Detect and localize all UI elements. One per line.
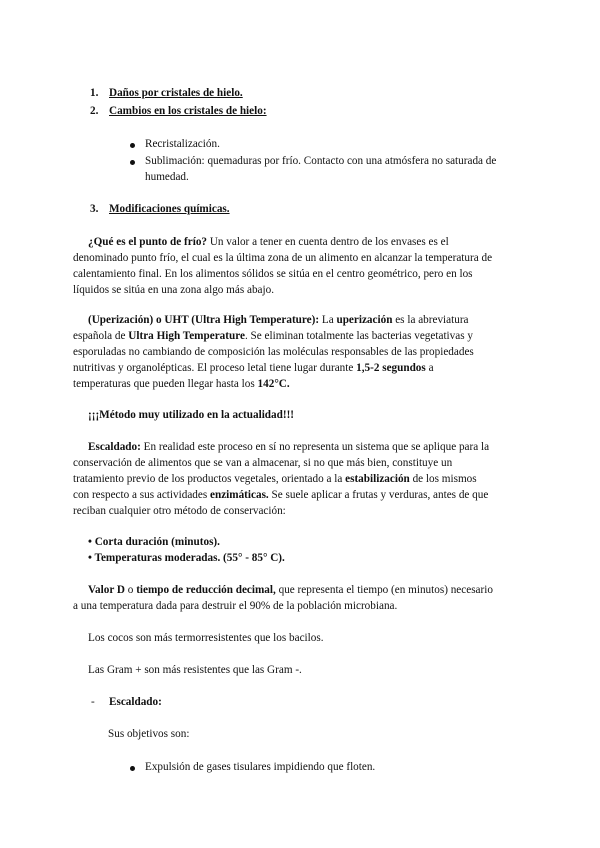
list-item-continued: humedad. — [145, 171, 189, 183]
paragraph-line: (Uperización) o UHT (Ultra High Temperature): La uperización es la abreviatura — [88, 314, 469, 326]
list-number: 2. — [90, 105, 99, 117]
bullet-icon — [130, 766, 135, 771]
paragraph-line: Sus objetivos son: — [108, 728, 190, 740]
list-item: Sublimación: quemaduras por frío. Contacto con una atmósfera no saturada de — [145, 155, 497, 167]
paragraph-line: líquidos se sitúa en una zona algo más abajo. — [73, 284, 275, 296]
paragraph-line: con respecto a sus actividades enzimáticas. Se suele aplicar a frutas y verduras, antes de que — [73, 489, 489, 501]
paragraph-line: tratamiento previo de los productos vegetales, orientado a la estabilización de los mismos — [73, 473, 477, 485]
paragraph-line: esporuladas no cambiando de composición las moléculas responsables de las propiedades — [73, 346, 474, 358]
paragraph-line: conservación de alimentos que se van a almacenar, si no que más bien, constituye un — [73, 457, 453, 469]
paragraph-line: Escaldado: En realidad este proceso en sí no representa un sistema que se aplique para la — [88, 441, 490, 453]
highlight-note: ¡¡¡Método muy utilizado en la actualidad!!! — [88, 409, 295, 421]
list-item: Expulsión de gases tisulares impidiendo que floten. — [145, 761, 376, 773]
list-item: • Temperaturas moderadas. (55° - 85° C). — [88, 552, 285, 564]
paragraph-line: nutritivas y organolépticas. El proceso letal tiene lugar durante 1,5-2 segundos a — [73, 362, 434, 374]
list-item: Daños por cristales de hielo. — [109, 87, 243, 99]
list-item: Cambios en los cristales de hielo: — [109, 105, 267, 117]
paragraph-line: española de Ultra High Temperature. Se eliminan totalmente las bacterias vegetativas y — [73, 330, 473, 342]
paragraph-line: Valor D o tiempo de reducción decimal, que representa el tiempo (en minutos) necesario — [88, 584, 493, 596]
paragraph-line: a una temperatura dada para destruir el 90% de la población microbiana. — [73, 600, 398, 612]
paragraph-line: Las Gram + son más resistentes que las Gram -. — [88, 664, 302, 676]
bullet-icon — [130, 143, 135, 148]
list-item: • Corta duración (minutos). — [88, 536, 220, 548]
bullet-icon — [130, 160, 135, 165]
list-item: Escaldado: — [109, 696, 162, 708]
paragraph-line: temperaturas que pueden llegar hasta los 142°C. — [73, 378, 290, 390]
paragraph-line: reciban cualquier otro método de conservación: — [73, 505, 286, 517]
list-number: 3. — [90, 203, 99, 215]
paragraph-line: calentamiento final. En los alimentos sólidos se sitúa en el centro geométrico, pero en los — [73, 268, 473, 280]
paragraph-line: Los cocos son más termorresistentes que los bacilos. — [88, 632, 324, 644]
dash-marker: - — [91, 696, 95, 708]
list-item: Modificaciones químicas. — [109, 203, 230, 215]
question-heading: ¿Qué es el punto de frío? — [88, 236, 208, 248]
list-number: 1. — [90, 87, 99, 99]
paragraph-line: denominado punto frío, el cual es la última zona de un alimento en alcanzar la temperatura de — [73, 252, 493, 264]
list-item: Recristalización. — [145, 138, 220, 150]
paragraph-line: ¿Qué es el punto de frío? Un valor a tener en cuenta dentro de los envases es el — [88, 236, 449, 248]
